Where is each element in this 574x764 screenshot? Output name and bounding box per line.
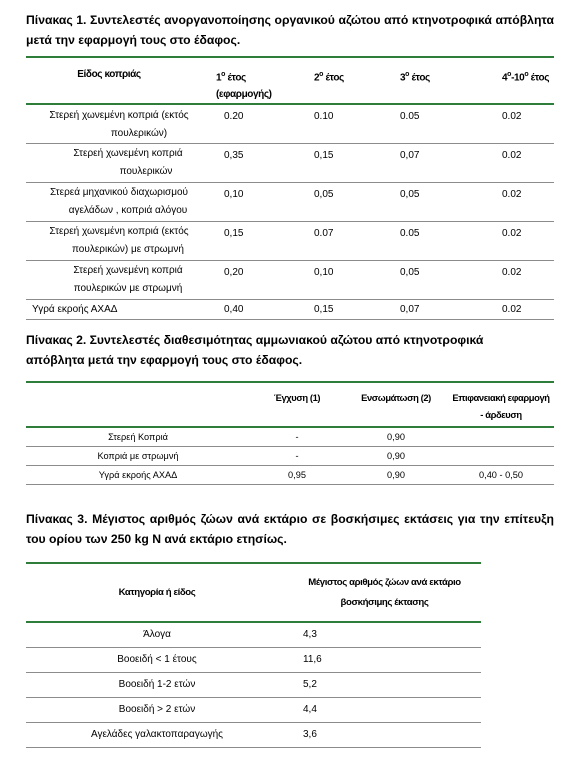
cell-surface	[448, 446, 554, 465]
cell-year3: 0,05	[400, 266, 420, 278]
table3-header-row	[26, 563, 481, 622]
cell-year2: 0,15	[314, 303, 334, 315]
table-row	[26, 672, 481, 697]
cell-year3: 0.05	[400, 227, 420, 239]
table3	[26, 562, 481, 748]
cell-injection: -	[295, 450, 299, 461]
table-row	[26, 427, 554, 446]
cell-max-animals: 5,2	[303, 679, 317, 690]
table2	[26, 381, 554, 485]
table1-caption: Πίνακας 1. Συντελεστές ανοργανοποίησης οργανικού αζώτου από κτηνοτροφικά απόβλητα μετά την εφαρμογή τους στο έδαφος.	[26, 13, 554, 47]
row-label: Στερεή χωνεμένη κοπριά (εκτός πουλερικών) με στρωμνή	[49, 226, 189, 256]
table-row	[26, 104, 554, 143]
table1-header-year4-10: $4^o-10^o$ έτος	[502, 71, 550, 84]
cell-max-animals: 4,3	[303, 629, 317, 641]
cell-year4-10: 0.02	[502, 227, 522, 239]
cell-year2: 0.07	[314, 227, 334, 239]
table3-header-max-animals: Μέγιστος αριθμός ζώων ανά εκτάριο βοσκήσιμης έκτασης	[308, 576, 461, 608]
cell-year1: 0,15	[224, 227, 244, 239]
table-row	[26, 465, 554, 484]
cell-year1: 0.20	[224, 111, 244, 123]
row-label: Βοοειδή > 2 ετών	[118, 704, 196, 715]
row-label: Βοοειδή < 1 έτους	[117, 654, 197, 665]
table1-header-row	[26, 57, 554, 104]
table1-header-year1: $1^o$ έτος (εφαρμογής)	[216, 71, 272, 101]
table1	[26, 56, 554, 320]
cell-year3: 0.05	[400, 111, 420, 123]
table2-header-row	[26, 382, 554, 427]
cell-injection: 0,95	[288, 469, 306, 480]
cell-year3: 0,05	[400, 188, 420, 200]
table-row	[26, 182, 554, 221]
cell-incorporation: 0,90	[387, 450, 405, 461]
cell-year1: 0,40	[224, 303, 244, 315]
cell-injection: -	[295, 431, 299, 442]
cell-max-animals: 3,6	[303, 729, 317, 740]
row-label: Άλογα	[143, 629, 171, 641]
cell-year2: 0,05	[314, 188, 334, 200]
row-label: Στερεή χωνεμένη κοπριά πουλερικών με στρωμνή	[73, 265, 183, 295]
cell-year2: 0.10	[314, 111, 334, 123]
cell-incorporation: 0,90	[387, 431, 405, 442]
row-label: Βοοειδή 1-2 ετών	[118, 679, 196, 690]
table-row	[26, 446, 554, 465]
table-row	[26, 221, 554, 260]
table2-header-blank	[26, 382, 250, 427]
cell-year4-10: 0.02	[502, 303, 522, 315]
row-label: Αγελάδες γαλακτοπαραγωγής	[90, 729, 224, 740]
cell-year2: 0,10	[314, 266, 334, 278]
table-row	[26, 647, 481, 672]
cell-surface	[448, 427, 554, 446]
cell-year4-10: 0.02	[502, 188, 522, 200]
table3-header-category: Κατηγορία ή είδος	[118, 586, 196, 598]
cell-year4-10: 0.02	[502, 149, 522, 161]
row-label: Στερεή χωνεμένη κοπριά (εκτός πουλερικών)	[49, 109, 189, 139]
table-row	[26, 697, 481, 722]
table2-header-incorporation: Ενσωμάτωση (2)	[361, 392, 431, 403]
table-row	[26, 260, 554, 299]
cell-surface: 0,40 - 0,50	[479, 469, 523, 480]
table1-header-year3: $3^o$ έτος	[400, 71, 430, 84]
table2-header-injection: Έγχυση (1)	[273, 392, 321, 403]
cell-year3: 0,07	[400, 303, 420, 315]
cell-max-animals: 4,4	[303, 704, 317, 715]
cell-max-animals: 11,6	[303, 654, 322, 665]
row-label: Στερεά μηχανικού διαχωρισμού αγελάδων , κοπριά αλόγου	[49, 187, 189, 217]
cell-incorporation: 0,90	[387, 469, 405, 480]
table-row	[26, 622, 481, 647]
table-row	[26, 299, 554, 319]
cell-year2: 0,15	[314, 149, 334, 161]
table-row	[26, 143, 554, 182]
table1-header-year2: $2^o$ έτος	[314, 71, 344, 84]
cell-year3: 0,07	[400, 149, 420, 161]
cell-year4-10: 0.02	[502, 111, 522, 123]
cell-year1: 0,35	[224, 149, 244, 161]
table2-caption: Πίνακας 2. Συντελεστές διαθεσιμότητας αμμωνιακού αζώτου από κτηνοτροφικά απόβλητα μετά την εφαρμογή τους στο έδαφος.	[26, 333, 484, 367]
row-label: Στερεή χωνεμένη κοπριά πουλερικών	[73, 148, 183, 178]
row-label: Υγρά εκροής ΑΧΑΔ	[98, 469, 178, 480]
table1-header-type: Είδος κοπριάς	[77, 69, 141, 80]
row-label: Κοπριά με στρωμνή	[97, 450, 179, 461]
table3-caption: Πίνακας 3. Μέγιστος αριθμός ζώων ανά εκτάριο σε βοσκήσιμες εκτάσεις για την επίτευξη του ορίου των 250 kg N ανά εκτάριο ετησίως.	[26, 512, 554, 546]
cell-year1: 0,20	[224, 266, 244, 278]
table2-header-surface: Επιφανειακή εφαρμογή - άρδευση	[452, 392, 550, 420]
cell-year4-10: 0.02	[502, 266, 522, 278]
cell-year1: 0,10	[224, 188, 244, 200]
row-label: Υγρά εκροής ΑΧΑΔ	[32, 303, 118, 315]
row-label: Στερεή Κοπριά	[108, 431, 168, 442]
table-row	[26, 722, 481, 747]
